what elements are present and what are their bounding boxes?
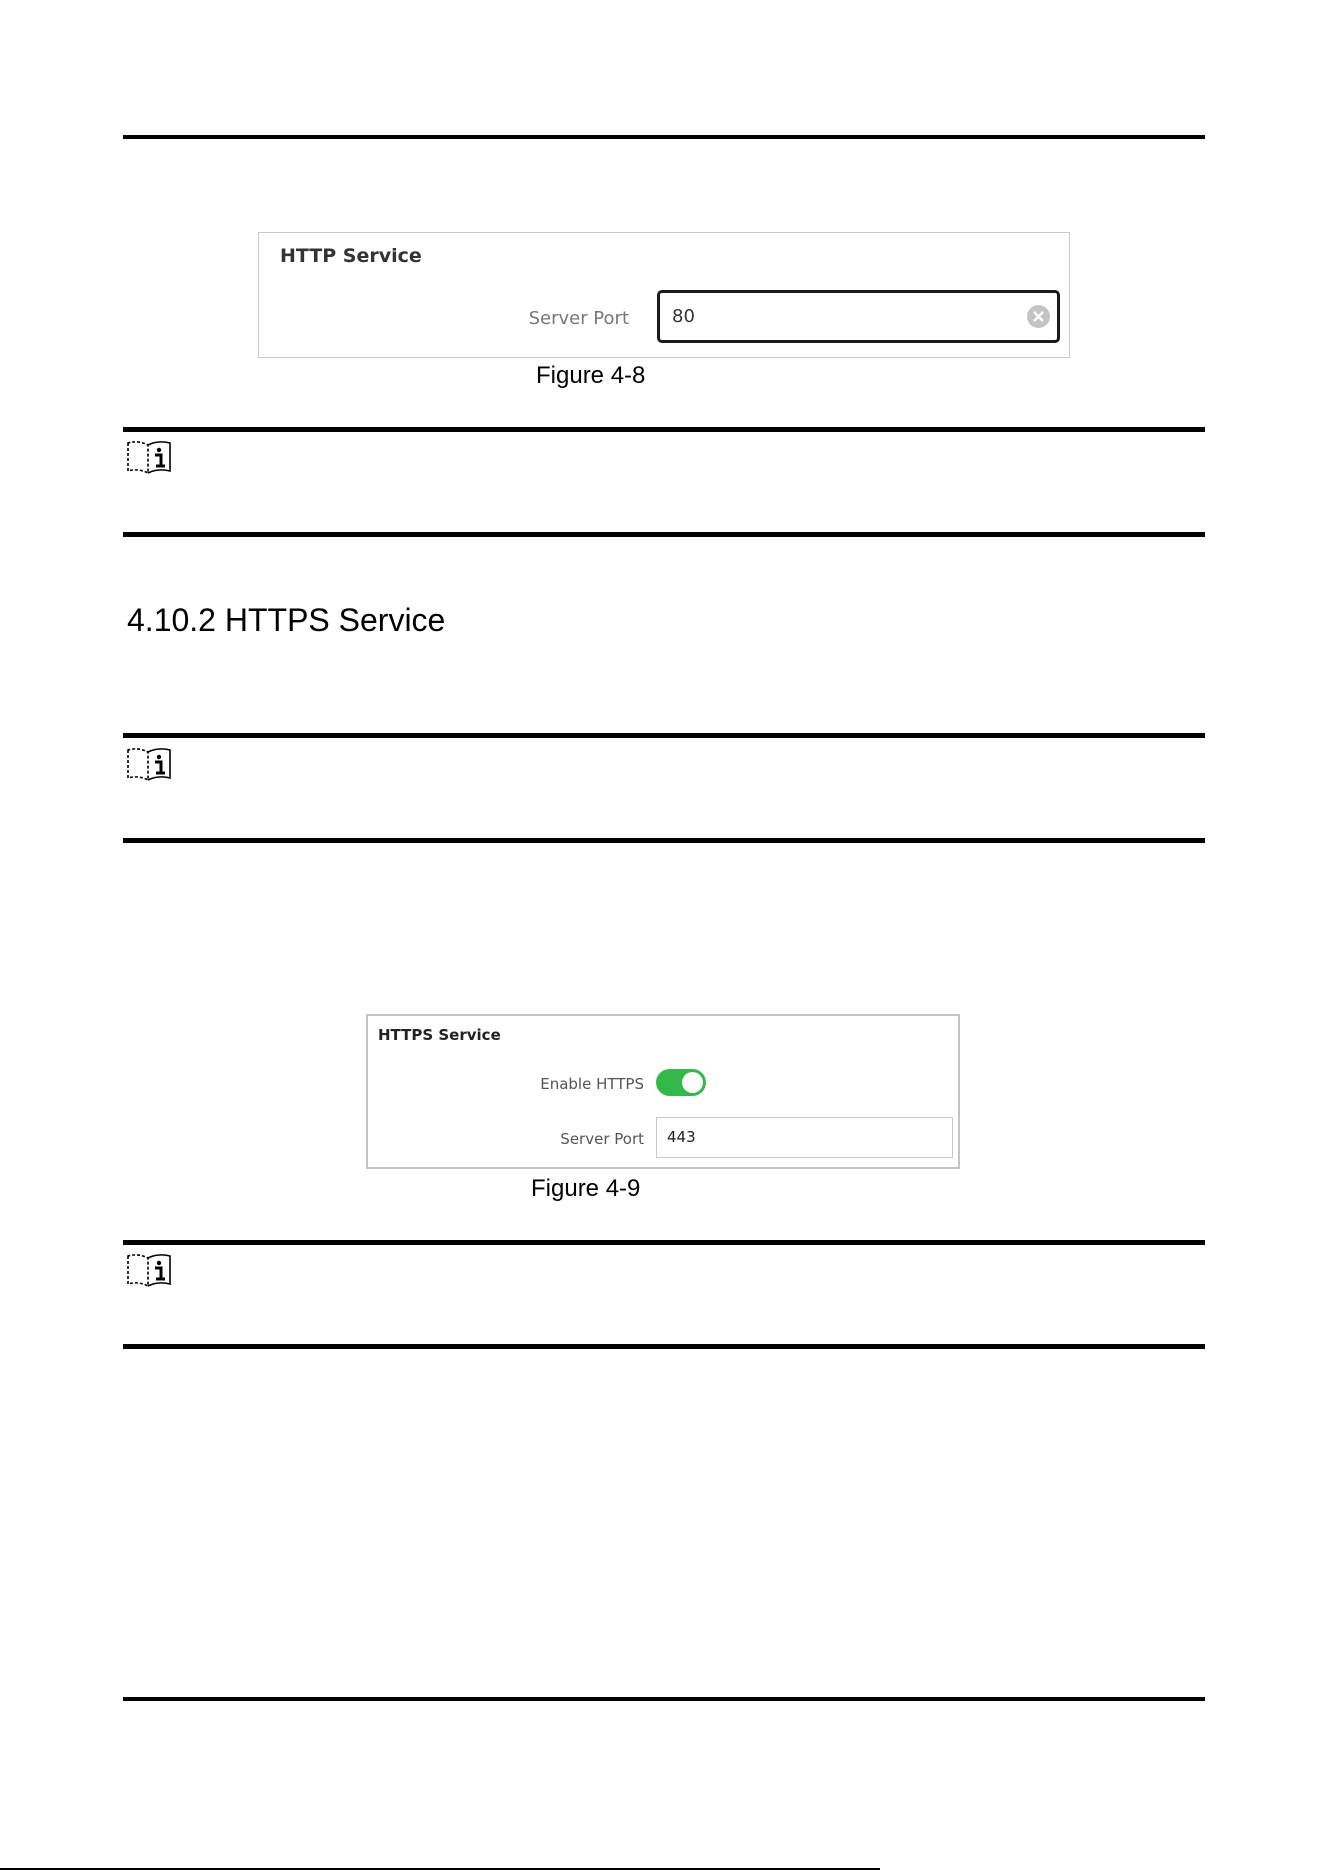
server-port-value: 443 bbox=[667, 1128, 696, 1146]
http-service-panel bbox=[258, 232, 1070, 358]
info-book-icon bbox=[126, 747, 174, 781]
info-book-icon bbox=[126, 440, 174, 474]
https-service-title: HTTPS Service bbox=[378, 1026, 501, 1044]
note-rule-top bbox=[123, 1240, 1205, 1245]
server-port-value: 80 bbox=[672, 306, 695, 327]
toggle-knob bbox=[682, 1072, 703, 1093]
server-port-label: Server Port bbox=[528, 308, 629, 329]
note-rule-bottom bbox=[123, 532, 1205, 537]
http-service-title: HTTP Service bbox=[280, 245, 422, 267]
note-rule-bottom bbox=[123, 838, 1205, 843]
section-title: 4.10.2 HTTPS Service bbox=[127, 602, 446, 638]
note-rule-top bbox=[123, 427, 1205, 432]
server-port-label: Server Port bbox=[560, 1130, 644, 1148]
figure-4-9-caption: Figure 4-9 bbox=[531, 1175, 641, 1202]
note-rule-bottom bbox=[123, 1344, 1205, 1349]
page-bottom-line bbox=[0, 1868, 880, 1870]
footer-rule bbox=[123, 1697, 1205, 1701]
server-port-input[interactable] bbox=[656, 1117, 953, 1158]
info-book-icon bbox=[126, 1253, 174, 1287]
clear-circle-icon[interactable] bbox=[1026, 304, 1051, 329]
enable-https-label: Enable HTTPS bbox=[540, 1075, 644, 1093]
figure-4-8-caption: Figure 4-8 bbox=[536, 362, 646, 389]
server-port-input[interactable] bbox=[657, 290, 1060, 343]
enable-https-toggle[interactable] bbox=[656, 1069, 706, 1096]
header-rule bbox=[123, 135, 1205, 139]
note-rule-top bbox=[123, 733, 1205, 738]
https-service-panel bbox=[366, 1014, 960, 1169]
